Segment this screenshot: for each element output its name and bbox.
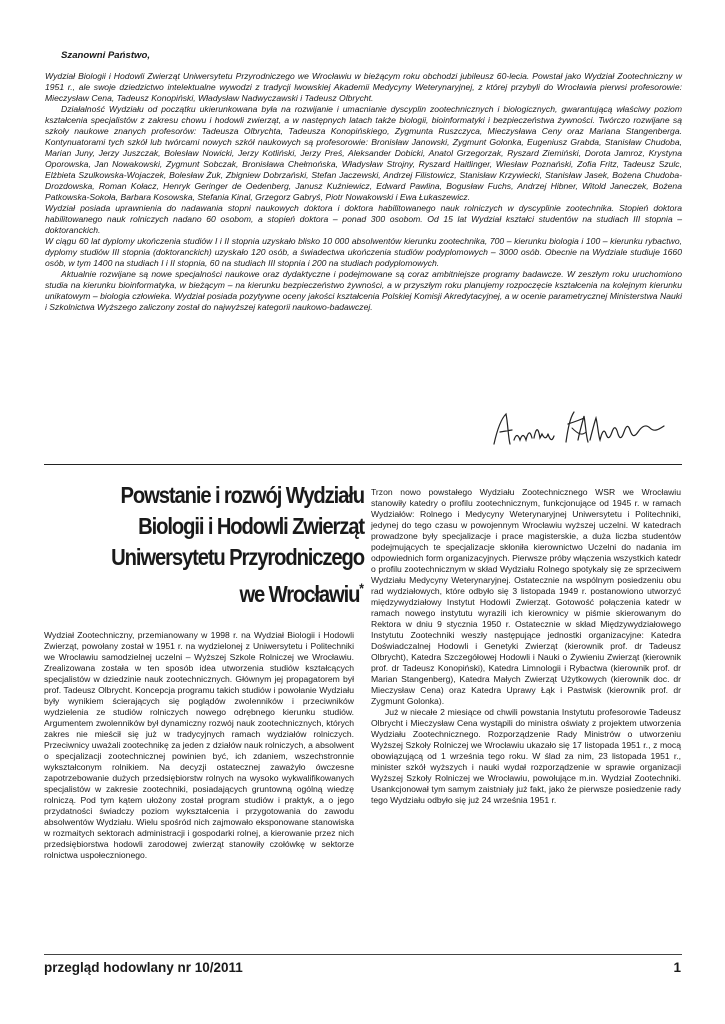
section-divider (44, 464, 682, 465)
page-number: 1 (673, 960, 681, 975)
article-title (89, 480, 364, 610)
article-paragraph: Już w niecałe 2 miesiące od chwili powstania Instytutu profesorowie Tadeusz Olbrycht i Mieczysław Cena wystąpili do ministra oświaty z projektem utworzenia Wydziału Zootechnicznego. Rozporządzenie Rady Ministrów o utworzeniu Wyższej Szkoły Rolniczej we Wrocławiu ukazało się 17 listopada 1951 r., z mocą obowiązującą od 1 września tego roku. W ślad za nim, 23 listopada 1951 r., minister szkół wyższych i nauki wydał rozporządzenie w sprawie organizacji Wyższej Szkoły Rolniczej we Wrocławiu, powołujące m.in. Wydział Zootechniki. Usankcjonował tym samym zaistniały już fakt, jako że pierwsze posiedzenie rady tego Wydziału odbyło się już 24 września 1951 r. (371, 707, 681, 805)
article-title-line: Biologii i Hodowli Zwierząt (138, 513, 364, 539)
foreword-paragraph: Wydział Biologii i Hodowli Zwierząt Uniwersytetu Przyrodniczego we Wrocławiu w bieżącym roku obchodzi jubileusz 60-lecia. Powstał jako Wydział Zootechniczny w 1951 r., ale swoje dziedzictwo intelektualne wywodzi z tradycji lwowskiej Akademii Medycyny Weterynaryjnej, z której przybyli do Wrocławia pierwsi profesorowie: Mieczysław Cena, Tadeusz Konopiński, Władysław Nadwyczawski i Tadeusz Olbrycht. (45, 71, 682, 103)
article-title-line: Powstanie i rozwój Wydziału (120, 482, 365, 508)
foreword-paragraph: Wydział posiada uprawnienia do nadawania stopni naukowych doktora i doktora habilitowanego nauk rolniczych w dyscyplinie zootechnika. Stopień doktora habilitowanego nauk rolniczych nadano 60 osobom, a stopień doktora – ponad 300 osobom. Od 15 lat Wydział kształci studentów na studiach III stopnia – doktoranckich. (45, 203, 682, 235)
article-title-line: Uniwersytetu Przyrodniczego (111, 544, 364, 570)
foreword (45, 50, 682, 313)
journal-name: przegląd hodowlany nr 10/2011 (44, 960, 243, 975)
foreword-paragraph: Aktualnie rozwijane są nowe specjalności naukowe oraz dydaktyczne i podejmowane są coraz ambitniejsze programy badawcze. W zeszłym roku uruchomiono studia na kierunku bioinformatyka, w bieżącym – na kierunku bezpieczeństwo żywności, a w przyszłym roku planujemy rozpoczęcie kształcenia na kolejnym kierunku unikatowym – biologia człowieka. Wydział posiada pozytywne oceny jakości kształcenia Polskiej Komisji Akredytacyjnej, a w ocenie parametrycznej Ministerstwa Nauki i Szkolnictwa Wyższego zaliczony został do najwyższej kategorii naukowo-badawczej. (45, 269, 682, 312)
foreword-paragraph: W ciągu 60 lat dyplomy ukończenia studiów I i II stopnia uzyskało blisko 10 000 absolwentów kierunku zootechnika, 700 – kierunku biologia i 100 – kierunku rybactwo, dyplomy studiów III stopnia (doktoranckich) uzyskało 120 osób, a świadectwa ukończenia studiów podyplomowych – 3000 osób. Obecnie na Wydziale studiuje 1660 osób, w tym 1400 na studiach I i II stopnia, 60 na studiach III stopnia i 200 na studiach podyplomowych. (45, 236, 682, 268)
article-column-right (371, 487, 681, 806)
salutation: Szanowni Państwo, (61, 50, 151, 61)
footer-divider (44, 954, 682, 955)
footnote-mark: * (359, 580, 364, 596)
article-title-line: we Wrocławiu (239, 580, 360, 607)
handwritten-signature (488, 404, 674, 454)
article-paragraph: Trzon nowo powstałego Wydziału Zootechnicznego WSR we Wrocławiu stanowiły katedry o profilu zootechnicznym, funkcjonujące od 1945 r. w ramach Wydziałów: Rolnego i Medycyny Weterynaryjnej Uniwersytetu i Politechniki, jedynej do tego czasu w powojennym Wrocławiu wyższej uczelni. W katedrach prowadzone były specjalizacje i prace magisterskie, a duża liczba studentów podejmujących te specjalizacje skłoniła kierownictwo Uczelni do nadania im odpowiednich form organizacyjnych. Pierwsze próby włączenia wszystkich katedr o profilu zootechnicznym w skład Wydziału Rolnego spotykały się ze sprzeciwem Wydziału Medycyny Weterynaryjnej. Ostatecznie na wspólnym posiedzeniu obu rad wydziałowych, które odbyło się 3 listopada 1949 r. postanowiono utworzyć międzywydziałowy Instytut Hodowli Zwierząt. Gotowość połączenia katedr w ramach nowego instytutu wyrazili ich kierownicy w piśmie skierowanym do Rektora w dniu 9 stycznia 1950 r. Ostatecznie w skład Międzywydziałowego Instytutu Zootechniki weszły następujące jednostki organizacyjne: Katedra Doświadczalnej Hodowli i Genetyki Zwierząt (kierownik prof. dr Tadeusz Olbrycht), Katedra Szczegółowej Hodowli i Nauki o Żywieniu Zwierząt (kierownik prof. dr Tadeusz Konopiński), Katedra Limnologii i Rybactwa (kierownik prof. dr Marian Stangenberg), Katedra Małych Zwierząt Użytkowych (kierownik doc. dr Mieczysław Cena) oraz Katedra Uprawy Łąk i Pastwisk (kierownik prof. dr Zygmunt Golonka). (371, 487, 681, 706)
article-paragraph: Wydział Zootechniczny, przemianowany w 1998 r. na Wydział Biologii i Hodowli Zwierząt, powołany został w 1951 r. na wydzielonej z Uniwersytetu i Politechniki we Wrocławiu samodzielnej uczelni – Wyższej Szkole Rolniczej we Wrocławiu. Zrealizowana została w ten sposób idea utworzenia studiów kształcących specjalistów w dziedzinie nauk zootechnicznych. Głównym jej propagatorem był prof. Tadeusz Olbrycht. Koncepcja programu takich studiów i powołanie Wydziału były wynikiem ścierających się poglądów zwolenników i przeciwników wydzielenia ze studiów rolniczych nowego odrębnego kierunku studiów. Argumentem zwolenników był dynamiczny rozwój nauk zootechnicznych, których zakres nie mieścił się już w tradycyjnych ramach wydziałów rolniczych. Przeciwnicy uważali zootechnikę za jeden z działów nauk rolniczych, a absolwent o specjalizacji zootechnicznej powinien być, ich zdaniem, wszechstronnie wykształconym rolnikiem. Na decyzji ostatecznej zaważyło ówczesne zapotrzebowanie dużych przedsiębiorstw rolnych na wysoko wykwalifikowanych specjalistów w zakresie zootechniki, posiadających gruntowną ogólną wiedzę rolniczą. Pod tym kątem ułożony został program studiów i praktyk, a o jego przydatności świadczy poziom wykształcenia i przygotowania do zawodu absolwentów Wydziału. Wielu spośród nich zajmowało eksponowane stanowiska w rozmaitych sektorach administracji i gospodarki rolnej, a kierowanie przez nich przedsiębiorstwa hodowli zarodowej zwierząt stanowiły czołówkę w sektorze rolnictwa uspołecznionego. (44, 630, 354, 860)
foreword-paragraph: Działalność Wydziału od początku ukierunkowana była na rozwijanie i umacnianie dyscyplin zootechnicznych i biologicznych, gwarantującą właściwy poziom kształcenia specjalistów z zakresu chowu i hodowli zwierząt, a w następnych latach także biologii, bioinformatyki i bezpieczeństwa żywności. Twórczo rozwijane są szkoły naukowe znanych profesorów: Tadeusza Olbrychta, Tadeusza Konopińskiego, Zygmunta Ruszczyca, Mieczysława Ceny oraz Mariana Stangenberga. Kontynuatorami tych szkół lub twórcami nowych szkół naukowych są profesorowie: Bronisław Janowski, Zygmunt Golonka, Eugeniusz Grabda, Stanisław Chudoba, Marian Juny, Jerzy Juszczak, Bolesław Nowicki, Jerzy Kotliński, Jerzy Preś, Aleksander Dobicki, Anatol Grzegorzak, Ryszard Ziemiński, Dorota Jamroz, Krystyna Oporowska, Jan Nowakowski, Zygmunt Sobczak, Bronisława Chełmońska, Władysław Strojny, Ryszard Haitlinger, Wiesław Poznański, Zofia Fritz, Tadeusz Szulc, Elżbieta Szulkowska-Wojaczek, Bolesław Żuk, Zbigniew Dobrzański, Stefan Jaczewski, Andrzej Filistowicz, Stanisław Krzywiecki, Stanisław Jasek, Bożena Chudoba-Drozdowska, Roman Kołacz, Henryk Geringer de Oedenberg, Janusz Kuźniewicz, Edward Pawlina, Bogusław Fuchs, Andrzej Hibner, Witold Janeczek, Bożena Patkowska-Sokoła, Barbara Kosowska, Stefania Kinal, Grzegorz Gabryś, Piotr Nowakowski i Ewa Łukaszewicz. (45, 104, 682, 202)
article-column-left (44, 630, 354, 861)
